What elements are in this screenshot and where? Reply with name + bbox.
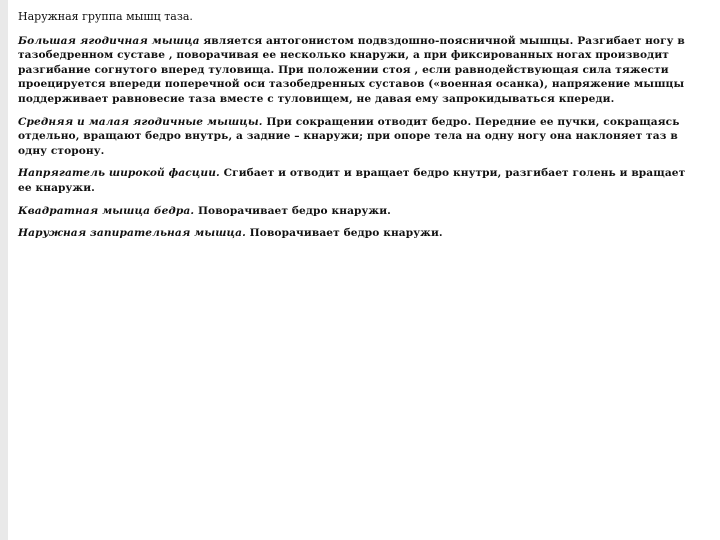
text-content (18, 10, 698, 249)
paragraph-quadratus-femoris (18, 204, 698, 219)
term-gluteus-maximus: Большая ягодичная мышца (18, 34, 200, 47)
description-gluteus-maximus: является антогонистом подвздошно-поясничной мышцы. Разгибает ногу в тазобедренном суставе , поворачивая ее несколько кнаружи, а при фиксированных ногах производит разгибание согнутого вперед туловища. При положении стоя , если равнодействующая сила тяжести проецируется впереди поперечной оси тазобедренных суставов («военная осанка), напряжение мышцы поддерживает равновесие таза вместе с туловищем, не давая ему запрокидываться кпереди. (18, 34, 685, 105)
paragraph-gluteus-maximus (18, 34, 698, 107)
term-obturator-externus: Наружная запирательная мышца. (18, 227, 246, 240)
description-gluteus-medius-minimus: При сокращении отводит бедро. Передние ее пучки, сокращаясь отдельно, вращают бедро внутрь, а задние – кнаружи; при опоре тела на одну ногу она наклоняет таз в одну сторону. (18, 115, 680, 157)
description-tensor-fasciae-latae: Сгибает и отводит и вращает бедро кнутри, разгибает голень и вращает ее кнаружи. (18, 167, 686, 194)
paragraph-gluteus-medius-minimus (18, 115, 698, 159)
paragraph-obturator-externus (18, 226, 698, 241)
left-margin-bar (0, 0, 8, 540)
term-tensor-fasciae-latae: Напрягатель широкой фасции. (18, 167, 220, 180)
description-obturator-externus: Поворачивает бедро кнаружи. (245, 227, 443, 240)
description-quadratus-femoris: Поворачивает бедро кнаружи. (194, 204, 391, 217)
pelvic-muscles-illustration-area (320, 252, 702, 534)
term-gluteus-medius-minimus: Средняя и малая ягодичные мышцы. (18, 115, 263, 128)
term-quadratus-femoris: Квадратная мышца бедра. (18, 204, 195, 217)
page-heading: Наружная группа мышц таза. (18, 10, 193, 23)
paragraph-tensor-fasciae-latae (18, 166, 698, 195)
